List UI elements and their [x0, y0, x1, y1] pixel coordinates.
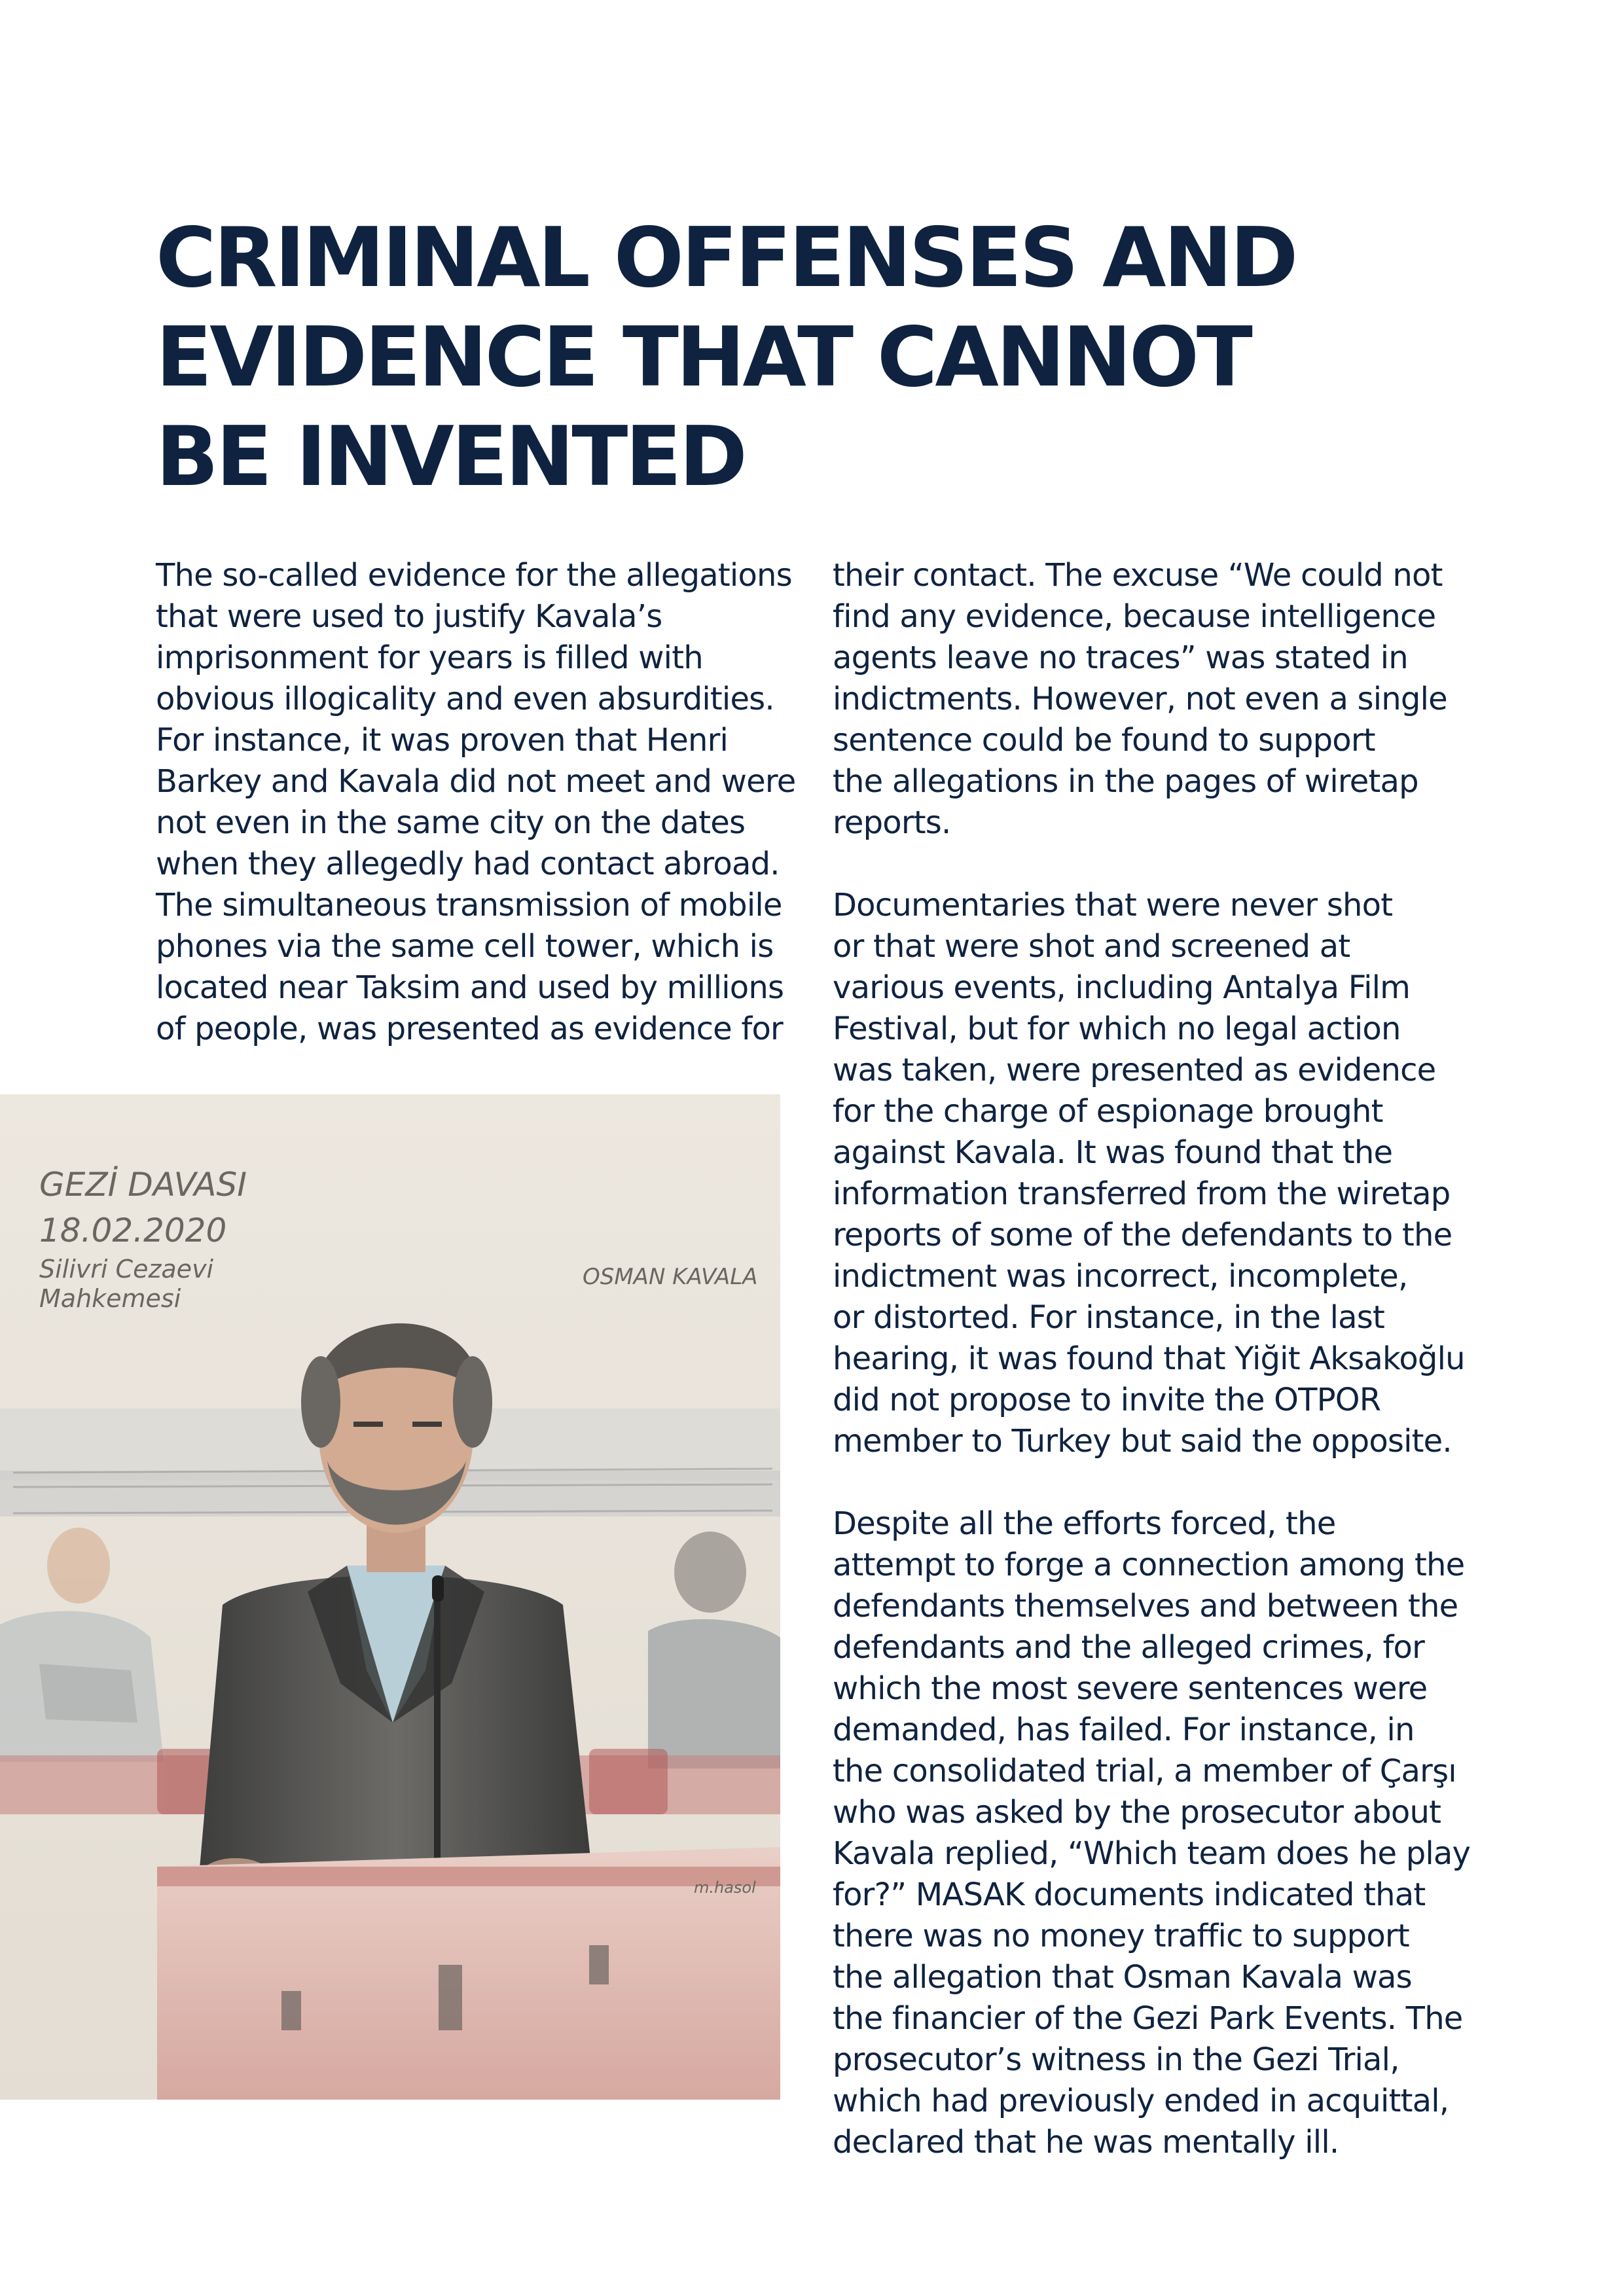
sketch-caption-line: Mahkemesi: [39, 1284, 181, 1313]
text-line: agents leave no traces” was stated in: [833, 639, 1408, 676]
courtroom-sketch-drawing: [0, 1094, 780, 2100]
text-line: when they allegedly had contact abroad.: [156, 846, 780, 882]
text-line: there was no money traffic to support: [833, 1918, 1409, 1954]
sketch-subject-label: OSMAN KAVALA: [583, 1264, 758, 1290]
text-line: member to Turkey but said the opposite.: [833, 1423, 1452, 1460]
text-line: defendants themselves and between the: [833, 1588, 1458, 1624]
paragraph-gap: [833, 844, 1494, 885]
text-line: indictments. However, not even a single: [833, 681, 1447, 717]
paragraph-gap: [833, 1462, 1494, 1503]
text-line: find any evidence, because intelligence: [833, 598, 1436, 635]
text-line: located near Taksim and used by millions: [156, 969, 784, 1006]
text-line: the allegations in the pages of wiretap: [833, 763, 1418, 800]
text-line: the financier of the Gezi Park Events. The: [833, 2000, 1463, 2037]
text-line: Festival, but for which no legal action: [833, 1011, 1401, 1047]
text-line: which the most severe sentences were: [833, 1670, 1428, 1707]
text-line: For instance, it was proven that Henri: [156, 722, 729, 759]
text-line: against Kavala. It was found that the: [833, 1134, 1393, 1171]
text-line: their contact. The excuse “We could not: [833, 557, 1443, 594]
text-line: The simultaneous transmission of mobile: [156, 887, 782, 924]
right-column: [833, 555, 1494, 2163]
sketch-caption-line: 18.02.2020: [39, 1211, 227, 1249]
text-line: was taken, were presented as evidence: [833, 1052, 1436, 1088]
title-line: BE INVENTED: [156, 408, 745, 505]
courtroom-sketch: [0, 1094, 780, 2100]
text-line: declared that he was mentally ill.: [833, 2124, 1339, 2161]
sketch-caption-line: Silivri Cezaevi: [39, 1255, 214, 1283]
text-line: Barkey and Kavala did not meet and were: [156, 763, 796, 800]
text-line: Despite all the efforts forced, the: [833, 1505, 1336, 1542]
paragraph: [833, 1503, 1494, 2163]
text-line: obvious illogicality and even absurdities.: [156, 681, 774, 717]
text-line: who was asked by the prosecutor about: [833, 1794, 1441, 1831]
text-line: various events, including Antalya Film: [833, 969, 1411, 1006]
text-line: imprisonment for years is filled with: [156, 639, 703, 676]
text-line: indictment was incorrect, incomplete,: [833, 1258, 1408, 1295]
paragraph: [833, 885, 1494, 1462]
text-line: not even in the same city on the dates: [156, 804, 746, 841]
text-line: information transferred from the wiretap: [833, 1175, 1451, 1212]
text-line: defendants and the alleged crimes, for: [833, 1629, 1425, 1666]
sketch-caption-line: GEZİ DAVASI: [39, 1166, 247, 1204]
text-line: which had previously ended in acquittal,: [833, 2083, 1449, 2119]
text-line: the consolidated trial, a member of Çarşı: [833, 1753, 1456, 1789]
text-line: attempt to forge a connection among the: [833, 1547, 1465, 1583]
text-line: hearing, it was found that Yiğit Aksakoğlu: [833, 1340, 1465, 1377]
text-line: the allegation that Osman Kavala was: [833, 1959, 1412, 1996]
text-line: prosecutor’s witness in the Gezi Trial,: [833, 2041, 1399, 2078]
text-line: or that were shot and screened at: [833, 928, 1350, 965]
text-line: reports.: [833, 804, 951, 841]
page-title: [156, 208, 1296, 507]
text-line: sentence could be found to support: [833, 722, 1375, 759]
text-line: Kavala replied, “Which team does he play: [833, 1835, 1471, 1872]
text-line: of people, was presented as evidence for: [156, 1011, 783, 1047]
text-line: reports of some of the defendants to the: [833, 1217, 1453, 1253]
text-line: for the charge of espionage brought: [833, 1093, 1383, 1130]
text-line: did not propose to invite the OTPOR: [833, 1382, 1381, 1418]
text-line: for?” MASAK documents indicated that: [833, 1876, 1426, 1913]
text-line: that were used to justify Kavala’s: [156, 598, 662, 635]
paragraph: [833, 555, 1494, 844]
left-column: [156, 555, 817, 1050]
title-line: CRIMINAL OFFENSES AND: [156, 209, 1296, 306]
text-line: or distorted. For instance, in the last: [833, 1299, 1384, 1336]
text-line: phones via the same cell tower, which is: [156, 928, 774, 965]
sketch-signature: m.hasol: [694, 1878, 756, 1897]
text-line: The so-called evidence for the allegations: [156, 557, 792, 594]
text-line: demanded, has failed. For instance, in: [833, 1712, 1415, 1748]
text-line: Documentaries that were never shot: [833, 887, 1393, 924]
title-line: EVIDENCE THAT CANNOT: [156, 309, 1250, 405]
